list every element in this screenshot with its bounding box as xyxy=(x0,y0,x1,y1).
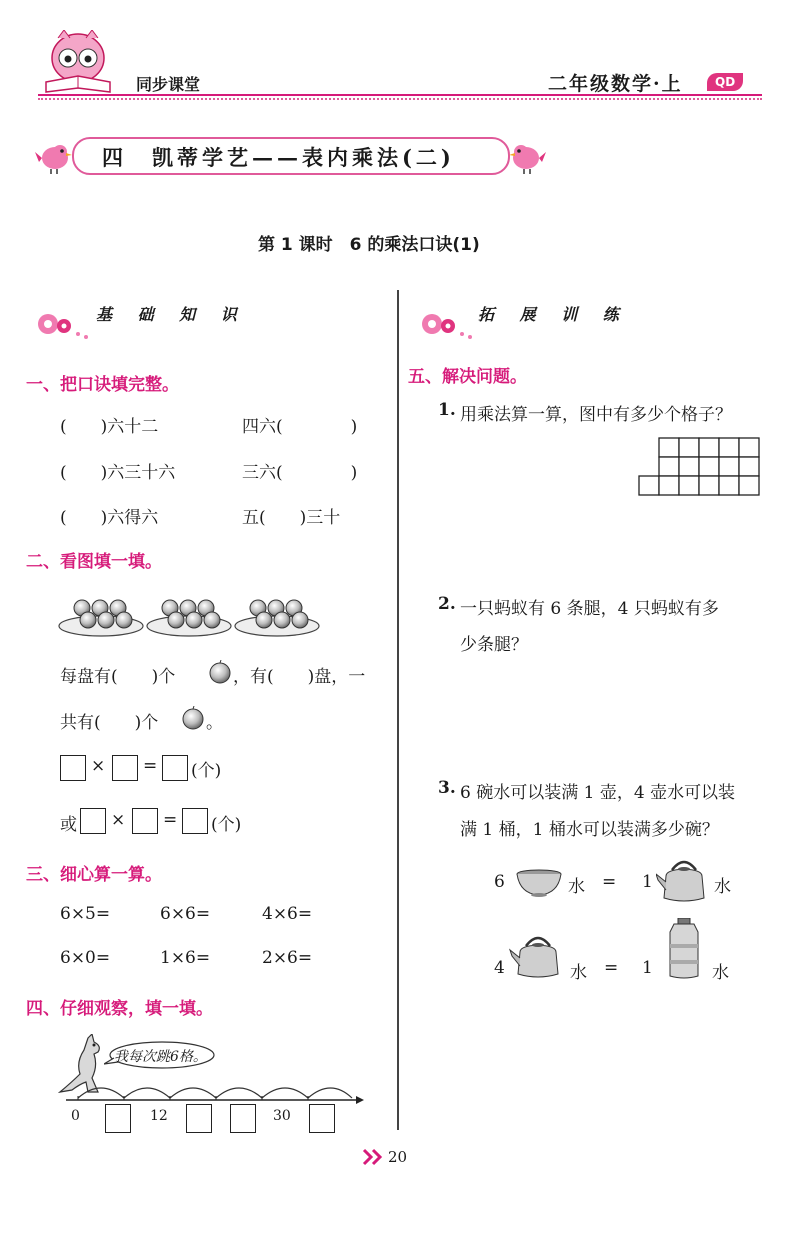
eq1-right-number: 1 xyxy=(642,872,653,892)
header-title: 同步课堂 xyxy=(136,75,201,94)
right-section-flower-icon xyxy=(418,304,478,348)
lesson-title: 第 1 课时 6 的乘法口诀(1) xyxy=(258,235,480,255)
qd-badge: QD xyxy=(707,73,743,91)
left-bird-icon xyxy=(33,136,73,180)
calc-item: 4×6= xyxy=(262,904,313,924)
problem-3-line1: 6 碗水可以装满 1 壶，4 壶水可以装 xyxy=(460,783,736,803)
q2-line2-a: 共有( )个 xyxy=(60,713,159,733)
bowl-icon xyxy=(514,868,564,902)
equals-sign: = xyxy=(163,810,178,830)
eq1-right-word: 水 xyxy=(714,877,731,897)
number-line-label: 30 xyxy=(273,1108,291,1124)
eq2-left-word: 水 xyxy=(570,963,587,983)
times-sign: × xyxy=(111,810,126,830)
q1-row2-b: 三六( ) xyxy=(242,463,358,483)
right-section-label: 拓 展 训 练 xyxy=(478,305,629,324)
equals-sign: = xyxy=(143,756,158,776)
q2-line1-a: 每盘有( )个 xyxy=(60,667,176,687)
calc-item: 1×6= xyxy=(160,948,211,968)
unit-label: (个) xyxy=(191,761,222,781)
answer-box[interactable] xyxy=(309,1104,335,1133)
q1-row2-a: ( )六三十六 xyxy=(60,463,176,483)
q2-heading: 二、看图填一填。 xyxy=(26,552,162,572)
eq1-equals: = xyxy=(602,872,617,892)
right-bird-icon xyxy=(508,136,548,180)
problem-1-text: 用乘法算一算，图中有多少个格子？ xyxy=(460,405,732,425)
eq2-right-word: 水 xyxy=(712,963,729,983)
answer-box[interactable] xyxy=(230,1104,256,1133)
water-bucket-icon xyxy=(664,918,704,984)
answer-box[interactable] xyxy=(132,808,158,834)
q1-row3-b: 五( )三十 xyxy=(242,508,341,528)
left-section-label: 基 础 知 识 xyxy=(96,305,247,324)
calc-item: 6×0= xyxy=(60,948,111,968)
apple-icon xyxy=(208,660,232,688)
answer-box[interactable] xyxy=(105,1104,131,1133)
problem-3-number: 3. xyxy=(438,778,456,798)
unit-label: (个) xyxy=(211,815,242,835)
kettle-icon xyxy=(656,852,712,910)
problem-2-line1: 一只蚂蚁有 6 条腿，4 只蚂蚁有多 xyxy=(460,599,719,619)
answer-box[interactable] xyxy=(60,755,86,781)
header-mascot-logo xyxy=(38,30,118,96)
left-section-flower-icon xyxy=(34,304,94,348)
calc-item: 6×5= xyxy=(60,904,111,924)
q1-heading: 一、把口诀填完整。 xyxy=(26,375,179,395)
problem-3-line2: 满 1 桶，1 桶水可以装满多少碗？ xyxy=(460,820,719,840)
q5-heading: 五、解决问题。 xyxy=(408,367,527,387)
eq2-equals: = xyxy=(604,958,619,978)
number-line-label: 12 xyxy=(150,1108,168,1124)
q2-line2-b: 。 xyxy=(206,713,223,733)
speech-text: 我每次跳6格。 xyxy=(114,1049,207,1065)
eq2-left-number: 4 xyxy=(494,958,505,978)
header-rule-dots xyxy=(38,98,762,100)
speech-bubble xyxy=(104,1040,216,1070)
kettle-icon xyxy=(508,928,568,986)
answer-box[interactable] xyxy=(186,1104,212,1133)
or-label: 或 xyxy=(60,815,77,835)
q3-heading: 三、细心算一算。 xyxy=(26,865,162,885)
unit-banner-text: 四 凯蒂学艺——表内乘法(二) xyxy=(102,145,455,170)
answer-box[interactable] xyxy=(162,755,188,781)
calc-item: 2×6= xyxy=(262,948,313,968)
eq2-right-number: 1 xyxy=(642,958,653,978)
number-line-label: 0 xyxy=(71,1108,80,1124)
problem-2-line2: 少条腿？ xyxy=(460,635,528,655)
grid-figure xyxy=(638,437,764,501)
answer-box[interactable] xyxy=(112,755,138,781)
problem-1-number: 1. xyxy=(438,400,456,420)
q1-row3-a: ( )六得六 xyxy=(60,508,159,528)
problem-2-number: 2. xyxy=(438,594,456,614)
times-sign: × xyxy=(91,756,106,776)
apple-plates-image xyxy=(56,590,326,638)
column-divider xyxy=(397,290,399,1130)
answer-box[interactable] xyxy=(182,808,208,834)
apple-icon xyxy=(181,706,205,734)
eq1-left-number: 6 xyxy=(494,872,505,892)
q1-row1-b: 四六( ) xyxy=(242,417,358,437)
double-chevron-icon xyxy=(362,1148,384,1170)
grade-label: 二年级数学·上 xyxy=(548,73,683,95)
calc-item: 6×6= xyxy=(160,904,211,924)
page-number: 20 xyxy=(388,1148,408,1166)
answer-box[interactable] xyxy=(80,808,106,834)
q4-heading: 四、仔细观察，填一填。 xyxy=(26,999,213,1019)
eq1-left-word: 水 xyxy=(568,877,585,897)
q1-row1-a: ( )六十二 xyxy=(60,417,159,437)
q2-line1-b: ，有( )盘，一 xyxy=(233,667,366,687)
